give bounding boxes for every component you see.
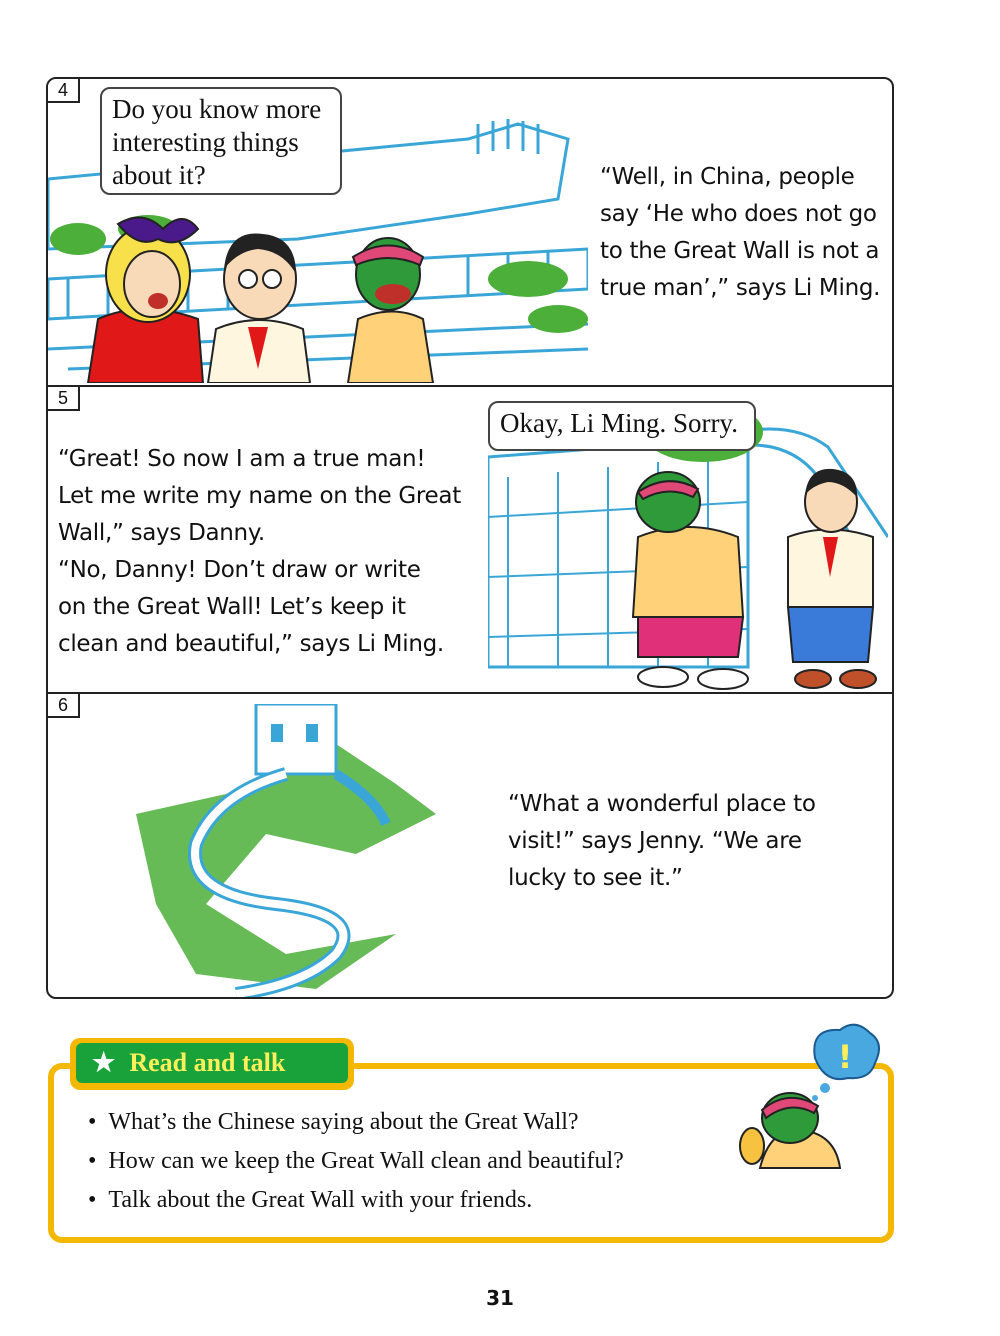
read-and-talk-list	[88, 1103, 624, 1220]
list-item: • What’s the Chinese saying about the Great Wall?	[88, 1103, 624, 1142]
speech-bubble: Do you know more interesting things about it?	[100, 87, 342, 195]
panel-number: 5	[48, 387, 80, 411]
narration-line: “Well, in China, people	[600, 164, 855, 190]
page-number: 31	[486, 1286, 514, 1310]
read-and-talk-title: Read and talk	[129, 1048, 286, 1077]
comic-strip	[46, 77, 894, 999]
dinosaur-and-boy-at-wall-illustration	[488, 417, 888, 692]
narration-line: lucky to see it.”	[508, 865, 683, 891]
read-and-talk-title-bar	[76, 1043, 348, 1083]
narration-line: clean and beautiful,” says Li Ming.	[58, 631, 444, 657]
narration-line: Let me write my name on the Great	[58, 483, 461, 509]
panel-5	[48, 385, 892, 692]
narration-line: on the Great Wall! Let’s keep it	[58, 594, 406, 620]
narration-line: Wall,” says Danny.	[58, 520, 265, 546]
panel-6-narration	[508, 786, 848, 897]
exclamation-mark: !	[837, 1038, 853, 1076]
panel-4-narration	[600, 159, 890, 307]
panel-number: 4	[48, 79, 80, 103]
winding-great-wall-illustration	[136, 704, 496, 999]
narration-line: true man’,” says Li Ming.	[600, 275, 881, 301]
narration-line: “What a wonderful place to	[508, 791, 816, 817]
panel-5-narration	[58, 441, 468, 663]
narration-line: to the Great Wall is not a	[600, 238, 880, 264]
speech-bubble: Okay, Li Ming. Sorry.	[488, 401, 756, 451]
panel-6	[48, 692, 892, 999]
narration-line: say ‘He who does not go	[600, 201, 877, 227]
star-icon: ★	[92, 1048, 116, 1077]
panel-number: 6	[48, 694, 80, 718]
list-item: • How can we keep the Great Wall clean and beautiful?	[88, 1142, 624, 1181]
narration-line: “No, Danny! Don’t draw or write	[58, 557, 421, 583]
panel-4	[48, 79, 892, 385]
narration-line: “Great! So now I am a true man!	[58, 446, 426, 472]
narration-line: visit!” says Jenny. “We are	[508, 828, 802, 854]
list-item: • Talk about the Great Wall with your friends.	[88, 1181, 624, 1220]
thinking-dinosaur-illustration	[730, 1018, 880, 1183]
read-and-talk-tab	[70, 1038, 354, 1090]
